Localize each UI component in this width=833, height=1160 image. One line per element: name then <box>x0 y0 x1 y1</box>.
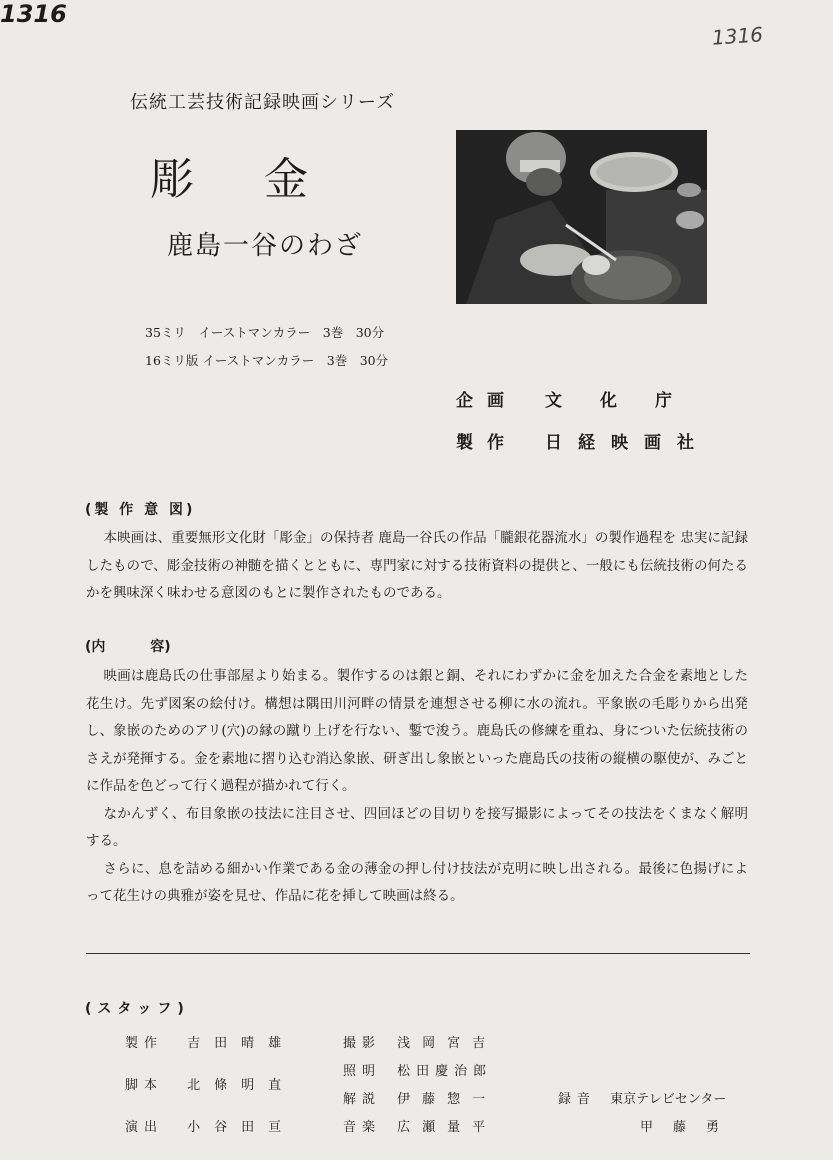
handwritten-number-top-right: 1316 <box>711 22 764 50</box>
credit-plan <box>456 386 710 411</box>
staff-entry-music <box>343 1116 497 1135</box>
content-paragraphs <box>86 663 748 911</box>
credit-plan-label: 企画 <box>456 391 518 411</box>
section-heading-content: (内 容) <box>85 639 171 655</box>
staff-entry-camera <box>343 1032 497 1051</box>
staff-name: 吉田晴雄 <box>187 1036 296 1051</box>
film-title: 彫金 <box>150 154 378 205</box>
staff-entry-lighting <box>343 1060 492 1079</box>
content-paragraph-3: さらに、息を詰める細かい作業である金の薄金の押し付け技法が克明に映し出される。最後に色揚げによって花生けの典雅が姿を見せ、作品に花を挿して映画は終る。 <box>86 860 748 904</box>
staff-role: 脚本 <box>125 1078 164 1093</box>
section-heading-intent: (製 作 意 図) <box>85 502 196 518</box>
craftsman-photo <box>456 130 707 304</box>
content-paragraph-1: 映画は鹿島氏の仕事部屋より始まる。製作するのは銀と銅、それにわずかに金を加えた合金を素地とした花生け。先ず図案の絵付け。構想は隅田川河畔の情景を連想させる柳に水の流れ。平象嵌の毛彫りから出発し、象嵌のためのアリ(穴)の縁の蹴り上げを行ない、鏨で浚う。鹿島氏の修練を重ね、身についた伝統技術のさえが発揮する。金を素地に摺り込む消込象嵌、研ぎ出し象嵌といった鹿島氏の技術の縦横の駆使が、みごとに作品を色どって行く過程が描かれて行く。 <box>86 668 748 794</box>
staff-role: 撮影 <box>343 1036 382 1051</box>
photo-craftsman-engraving-icon <box>456 130 707 304</box>
spec-16mm: 16ミリ版 イーストマンカラー 3巻 30分 <box>145 353 389 368</box>
staff-name: 浅岡宮吉 <box>397 1036 498 1051</box>
credit-production <box>456 428 710 453</box>
spec-35mm: 35ミリ イーストマンカラー 3巻 30分 <box>145 325 385 340</box>
staff-entry-narration <box>343 1088 497 1107</box>
film-subtitle: 鹿島一谷のわざ <box>167 231 364 261</box>
credit-production-value: 日経映画社 <box>545 433 710 453</box>
staff-name: 伊藤惣一 <box>397 1092 498 1107</box>
staff-entry-production <box>125 1032 295 1051</box>
staff-role: 録音 <box>558 1092 597 1107</box>
handwritten-number-top-left: 1316 <box>0 0 67 28</box>
staff-name: 小谷田亘 <box>187 1120 296 1135</box>
staff-role: 音楽 <box>343 1120 382 1135</box>
staff-name: 北條明直 <box>187 1078 296 1093</box>
credit-production-label: 製作 <box>456 433 518 453</box>
intent-paragraph <box>86 525 748 608</box>
staff-entry-screenplay <box>125 1074 295 1093</box>
intent-text: 本映画は、重要無形文化財「彫金」の保持者 鹿島一谷氏の作品「朧銀花器流水」の製作過程を 忠実に記録したもので、彫金技術の神髄を描くとともに、専門家に対する技術資料の提供と、一般にも伝統技術の何たるかを興味深く味わせる意図のもとに製作されたものである。 <box>86 530 748 601</box>
staff-role: 解説 <box>343 1092 382 1107</box>
credit-plan-value: 文化庁 <box>545 391 710 411</box>
series-title: 伝統工芸技術記録映画シリーズ <box>130 92 396 113</box>
staff-name: 甲藤勇 <box>640 1120 740 1135</box>
staff-role: 製作 <box>125 1036 164 1051</box>
staff-entry-direction <box>125 1116 295 1135</box>
staff-entry-sound <box>558 1088 726 1107</box>
divider-line <box>86 953 750 954</box>
staff-name: 広瀬量平 <box>397 1120 498 1135</box>
staff-role: 演出 <box>125 1120 164 1135</box>
staff-entry-sound-2 <box>640 1116 739 1135</box>
section-heading-staff: (スタッフ) <box>85 1001 190 1017</box>
staff-role: 照明 <box>343 1064 382 1079</box>
content-paragraph-2: なかんずく、布目象嵌の技法に注目させ、四回ほどの目切りを接写撮影によってその技法をくまなく解明する。 <box>86 805 748 849</box>
staff-name: 松田慶治郎 <box>397 1064 493 1079</box>
staff-name: 東京テレビセンター <box>610 1092 727 1107</box>
